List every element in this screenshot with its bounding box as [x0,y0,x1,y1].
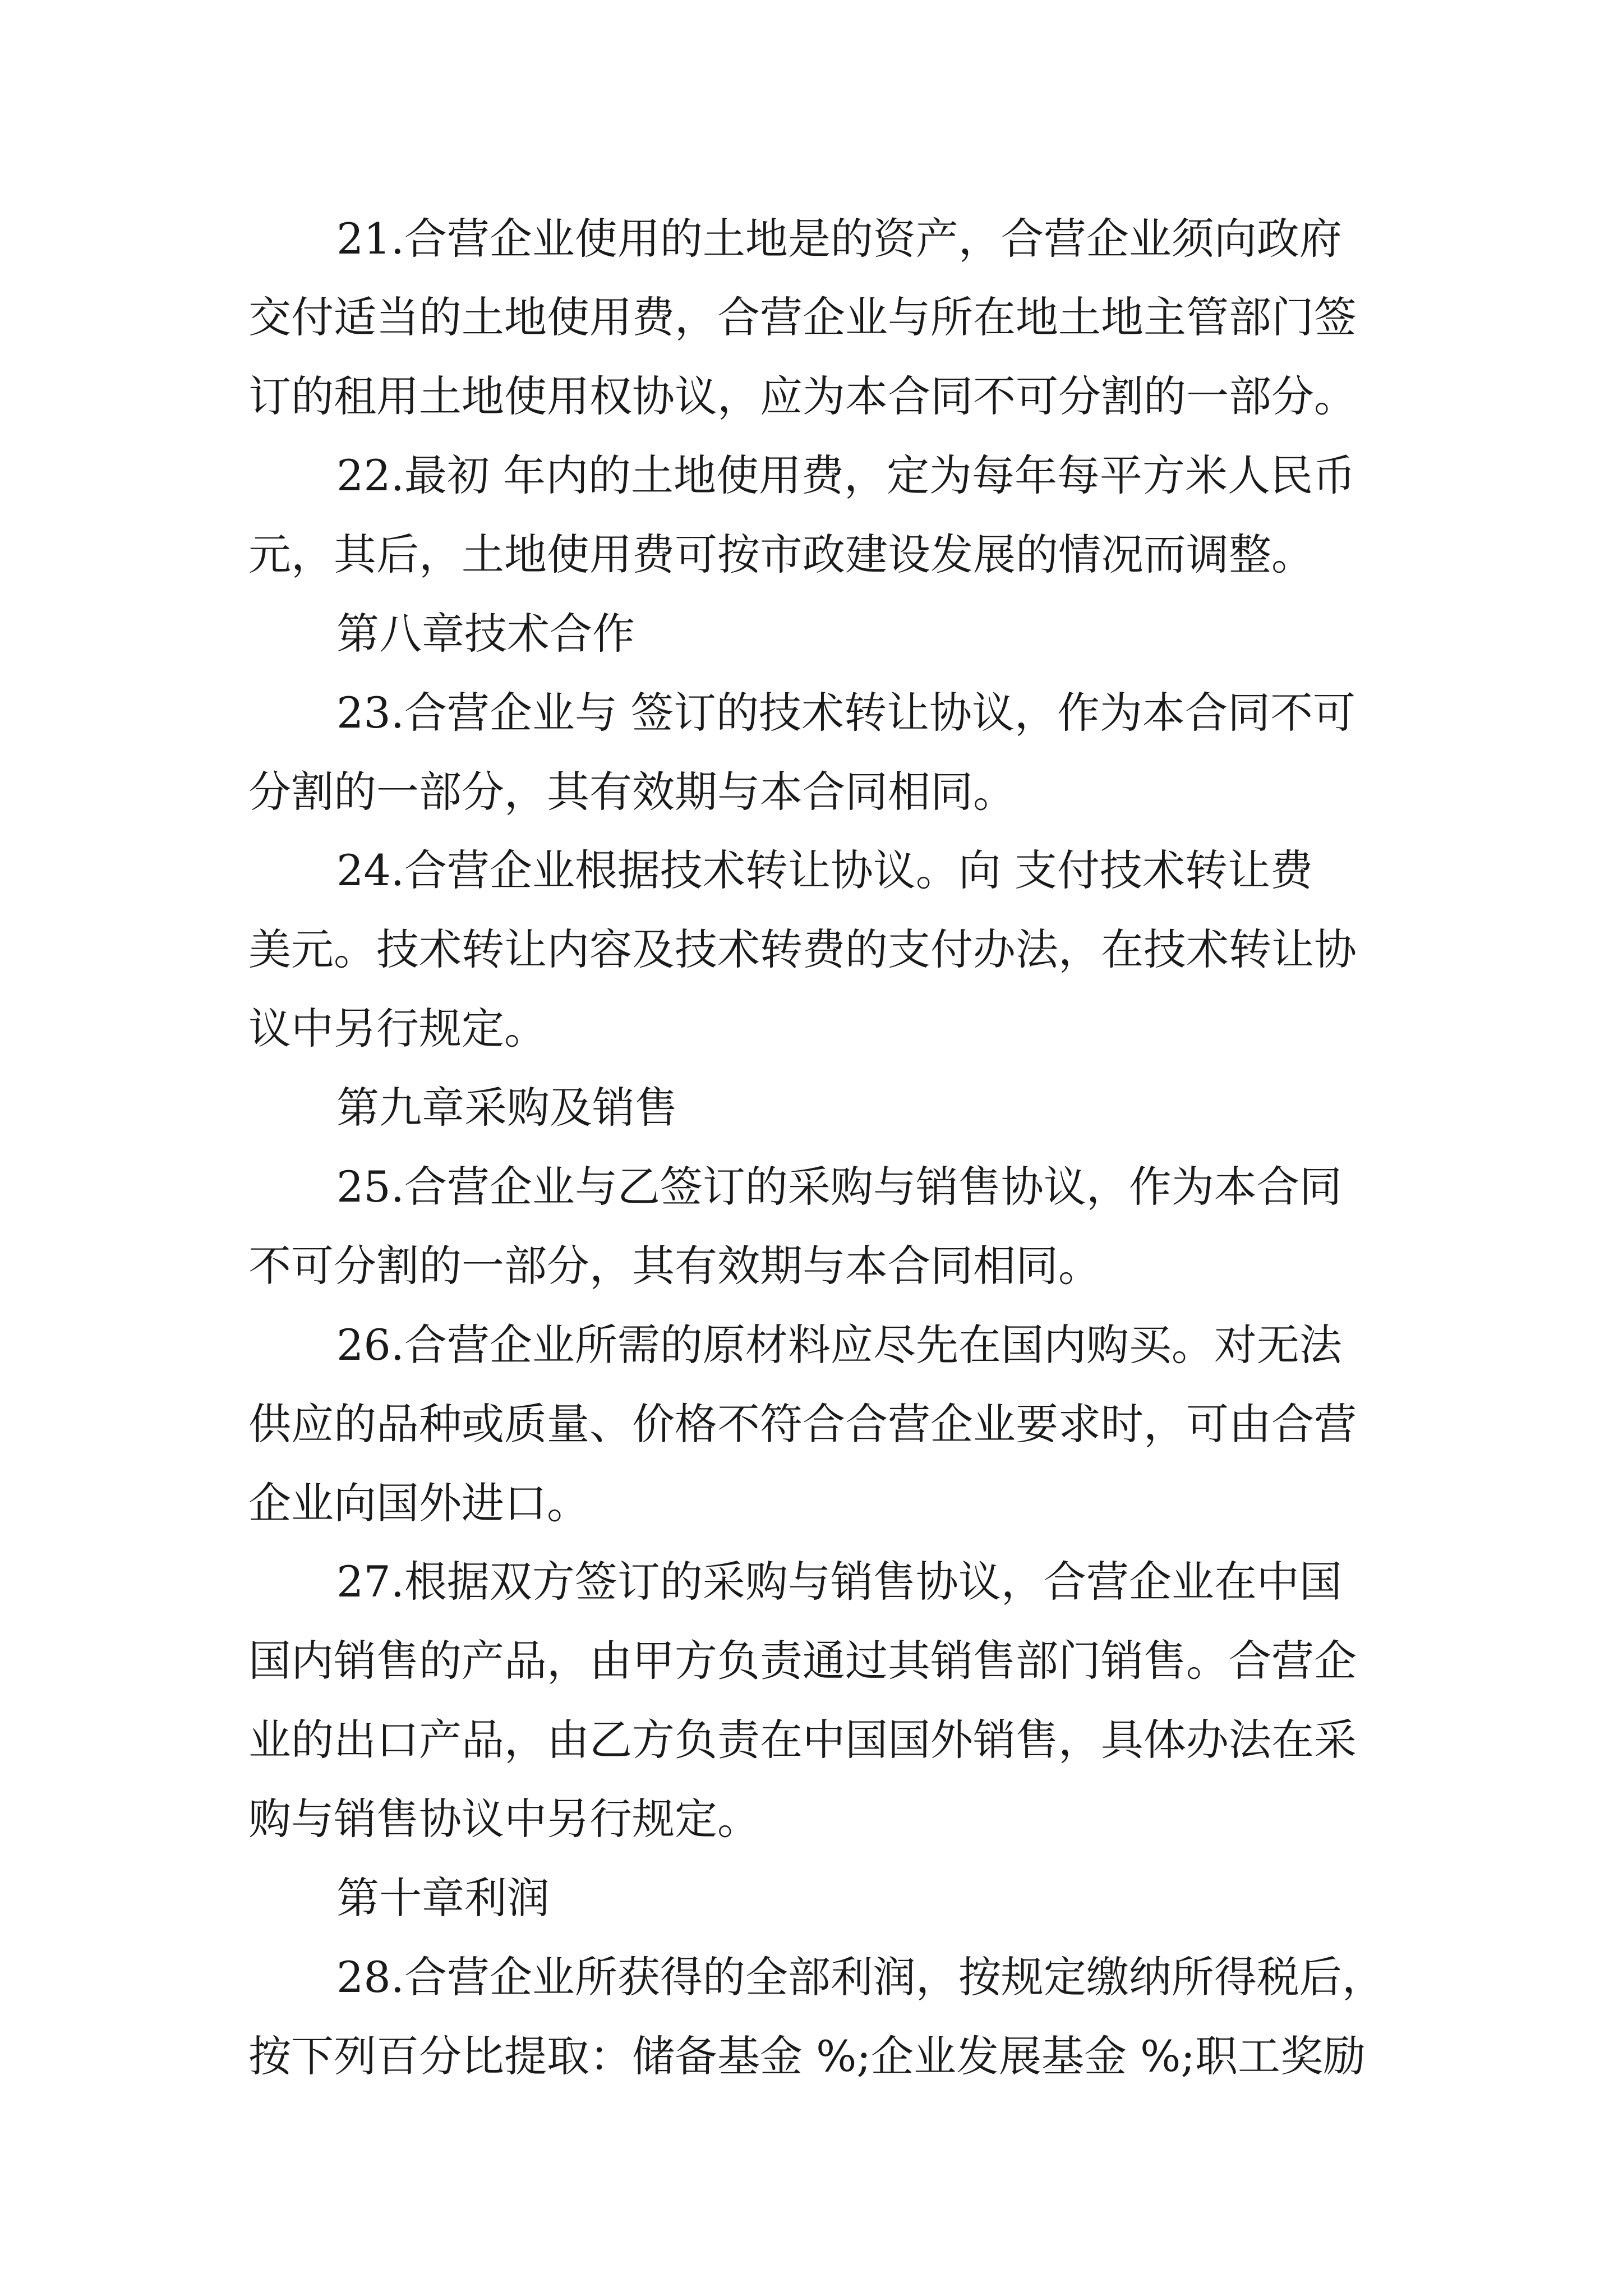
text-line: 按下列百分比提取：储备基金 %;企业发展基金 %;职工奖励 [248,2031,1366,2081]
text-line: 24.合营企业根据技术转让协议。向 支付技术转让费 [336,845,1313,895]
paragraph-22-line-2 [0,521,1623,588]
paragraph-26-line-1 [0,1312,1623,1379]
chapter-9-heading [0,1074,1623,1142]
text-line: 供应的品种或质量、价格不符合合营企业要求时，可由合营 [248,1399,1357,1449]
paragraph-26-line-2 [0,1391,1623,1458]
paragraph-21-line-1 [0,205,1623,273]
text-line: 28.合营企业所获得的全部利润，按规定缴纳所得税后， [336,1952,1385,2002]
paragraph-24-line-2 [0,916,1623,983]
chapter-10-heading [0,1865,1623,1932]
text-line: 交付适当的土地使用费，合营企业与所在地土地主管部门签 [248,292,1357,342]
text-line: 企业向国外进口。 [248,1478,589,1528]
text-line: 27.根据双方签订的采购与销售协议，合营企业在中国 [336,1557,1342,1607]
paragraph-24-line-3 [0,995,1623,1062]
paragraph-22-line-1 [0,442,1623,509]
text-line: 26.合营企业所需的原材料应尽先在国内购买。对无法 [336,1320,1342,1370]
text-line: 23.合营企业与 签订的技术转让协议，作为本合同不可 [336,688,1356,738]
paragraph-28-line-2 [0,2023,1623,2090]
text-line: 22.最初 年内的土地使用费，定为每年每平方米人民币 [336,450,1356,500]
text-line: 分割的一部分，其有效期与本合同相同。 [248,767,1016,817]
paragraph-25-line-2 [0,1232,1623,1300]
text-line: 25.合营企业与乙签订的采购与销售协议，作为本合同 [336,1162,1342,1212]
paragraph-28-line-1 [0,1944,1623,2011]
paragraph-27-line-2 [0,1627,1623,1695]
chapter-heading: 第十章利润 [336,1873,550,1923]
chapter-8-heading [0,600,1623,668]
paragraph-23-line-1 [0,679,1623,747]
paragraph-27-line-1 [0,1548,1623,1616]
text-line: 元，其后，土地使用费可按市政建设发展的情况而调整。 [248,530,1314,579]
text-line: 购与销售协议中另行规定。 [248,1794,760,1844]
paragraph-23-line-2 [0,758,1623,826]
text-line: 订的租用土地使用权协议，应为本合同不可分割的一部分。 [248,371,1357,421]
text-line: 不可分割的一部分，其有效期与本合同相同。 [248,1241,1101,1291]
text-line: 国内销售的产品，由甲方负责通过其销售部门销售。合营企 [248,1636,1357,1686]
paragraph-25-line-1 [0,1153,1623,1221]
paragraph-21-line-3 [0,363,1623,430]
paragraph-27-line-3 [0,1706,1623,1774]
paragraph-27-line-4 [0,1786,1623,1853]
paragraph-26-line-3 [0,1470,1623,1537]
chapter-heading: 第八章技术合作 [336,609,635,659]
text-line: 议中另行规定。 [248,1004,547,1053]
chapter-heading: 第九章采购及销售 [336,1083,677,1133]
paragraph-24-line-1 [0,837,1623,904]
text-line: 业的出口产品，由乙方负责在中国国外销售，具体办法在采 [248,1715,1357,1765]
paragraph-21-line-2 [0,284,1623,351]
text-line: 21.合营企业使用的土地是的资产，合营企业须向政府 [336,214,1342,264]
text-line: 美元。技术转让内容及技术转费的支付办法，在技术转让协 [248,924,1357,974]
